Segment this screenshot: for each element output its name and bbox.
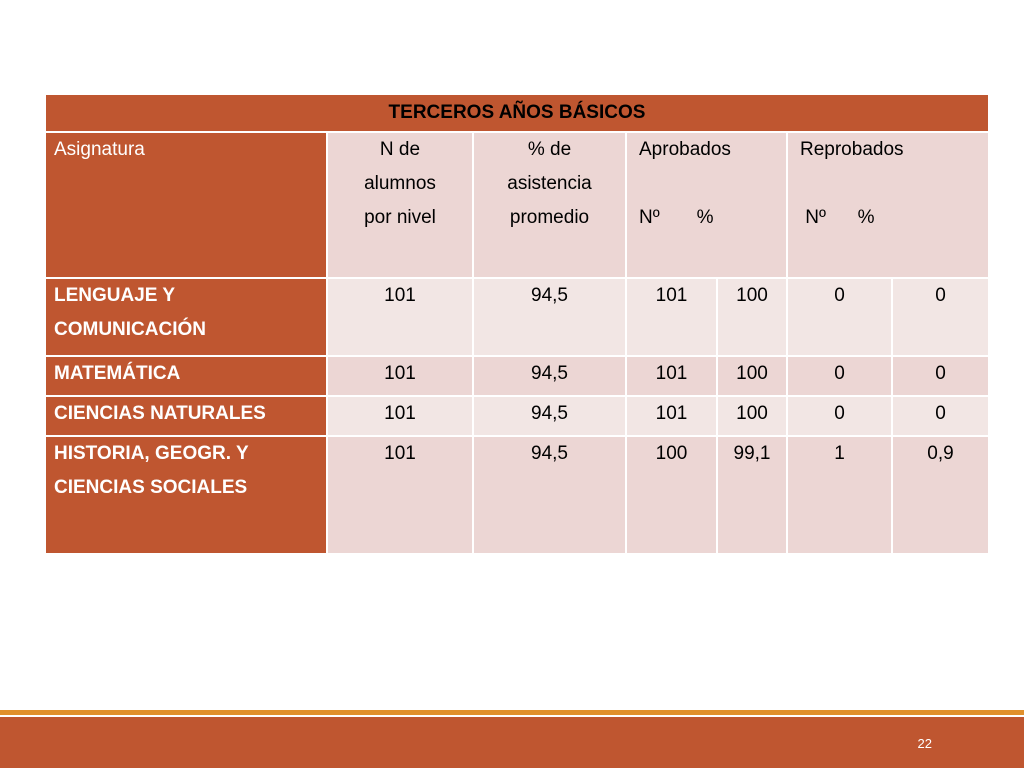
table-title: TERCEROS AÑOS BÁSICOS <box>45 94 989 132</box>
header-n-alumnos: N de alumnos por nivel <box>327 132 473 278</box>
table-row <box>45 436 989 554</box>
reprobados-pct-cell: 0,9 <box>892 436 989 554</box>
header-row <box>45 132 989 278</box>
subject-cell: HISTORIA, GEOGR. Y CIENCIAS SOCIALES <box>45 436 327 554</box>
n-alumnos-cell: 101 <box>327 278 473 356</box>
reprobados-n-cell: 0 <box>787 278 892 356</box>
reprobados-pct-cell: 0 <box>892 396 989 436</box>
aprobados-n-cell: 101 <box>626 278 717 356</box>
aprobados-n-cell: 101 <box>626 396 717 436</box>
subject-cell: MATEMÁTICA <box>45 356 327 396</box>
reprobados-pct-cell: 0 <box>892 356 989 396</box>
reprobados-pct-cell: 0 <box>892 278 989 356</box>
page-number: 22 <box>917 736 932 751</box>
aprobados-pct-cell: 100 <box>717 278 787 356</box>
asistencia-cell: 94,5 <box>473 278 626 356</box>
n-alumnos-cell: 101 <box>327 436 473 554</box>
asistencia-cell: 94,5 <box>473 436 626 554</box>
reprobados-n-cell: 0 <box>787 396 892 436</box>
table-row <box>45 356 989 396</box>
subject-cell: LENGUAJE Y COMUNICACIÓN <box>45 278 327 356</box>
header-asistencia: % de asistencia promedio <box>473 132 626 278</box>
header-reprobados: Reprobados Nº % <box>787 132 989 278</box>
header-asignatura: Asignatura <box>45 132 327 278</box>
aprobados-pct-cell: 100 <box>717 356 787 396</box>
table-row <box>45 396 989 436</box>
title-row <box>45 94 989 132</box>
table-row <box>45 278 989 356</box>
reprobados-n-cell: 0 <box>787 356 892 396</box>
header-aprobados: Aprobados Nº % <box>626 132 787 278</box>
aprobados-n-cell: 101 <box>626 356 717 396</box>
asistencia-cell: 94,5 <box>473 356 626 396</box>
aprobados-pct-cell: 99,1 <box>717 436 787 554</box>
subject-cell: CIENCIAS NATURALES <box>45 396 327 436</box>
asistencia-cell: 94,5 <box>473 396 626 436</box>
reprobados-n-cell: 1 <box>787 436 892 554</box>
footer-bar <box>0 717 1024 768</box>
aprobados-pct-cell: 100 <box>717 396 787 436</box>
n-alumnos-cell: 101 <box>327 356 473 396</box>
n-alumnos-cell: 101 <box>327 396 473 436</box>
results-table <box>44 93 990 555</box>
aprobados-n-cell: 100 <box>626 436 717 554</box>
footer-divider <box>0 710 1024 715</box>
